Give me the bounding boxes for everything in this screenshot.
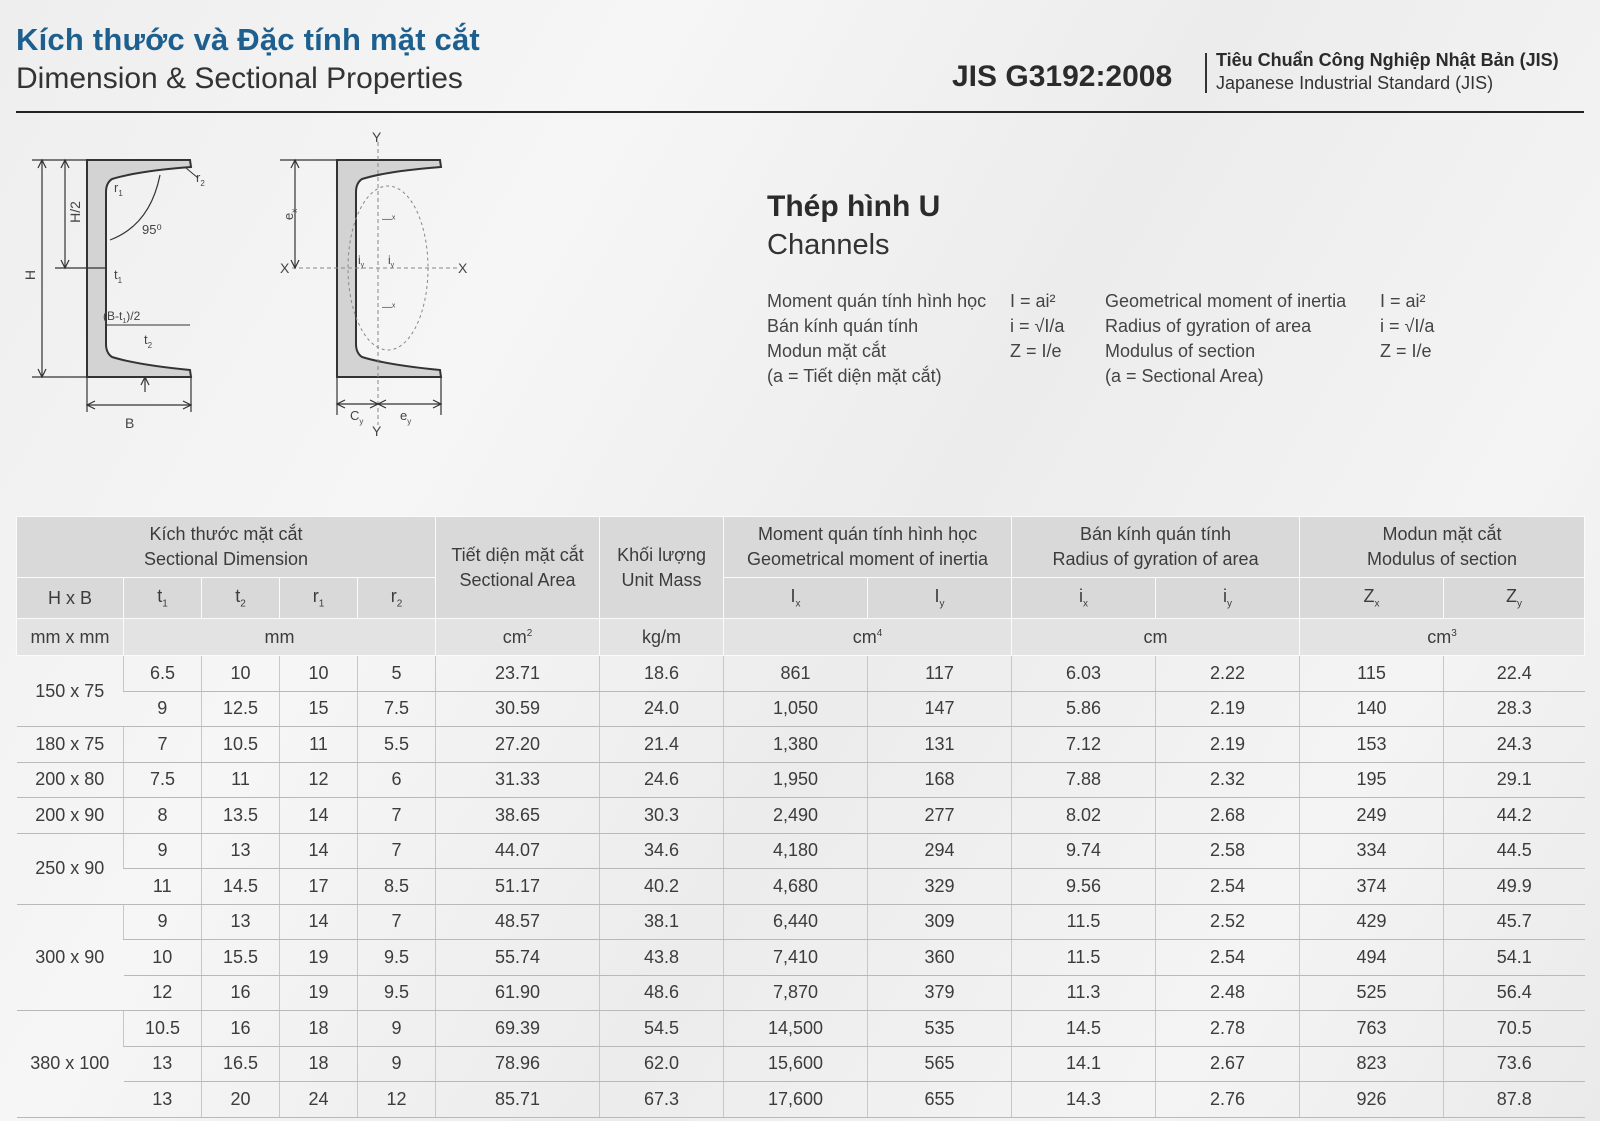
cell-size: 200 x 90 xyxy=(17,798,124,834)
label-Y-bottom: Y xyxy=(372,423,382,439)
table-cell: 40.2 xyxy=(600,869,724,905)
label-Cy: $C_y$ xyxy=(350,408,364,426)
table-cell: 5.86 xyxy=(1012,691,1156,727)
table-cell: 12.5 xyxy=(202,691,280,727)
table-cell: 2.54 xyxy=(1156,869,1300,905)
table-cell: 21.4 xyxy=(600,727,724,763)
table-cell: 13 xyxy=(124,1082,202,1118)
table-cell: 2.32 xyxy=(1156,762,1300,798)
header-t1: $t_1$ xyxy=(124,578,202,619)
unit-modulus: $cm^3$ xyxy=(1300,619,1585,656)
table-row xyxy=(17,656,1585,692)
table-cell: 655 xyxy=(868,1082,1012,1118)
table-cell: 14 xyxy=(280,798,358,834)
table-cell: 24.0 xyxy=(600,691,724,727)
table-cell: 7.5 xyxy=(358,691,436,727)
table-cell: 30.59 xyxy=(436,691,600,727)
table-cell: 7,410 xyxy=(724,940,868,976)
table-cell: 14,500 xyxy=(724,1011,868,1047)
label-r1: $r_1$ xyxy=(114,180,123,198)
label-Y-top: Y xyxy=(372,130,382,145)
formula-label-en-inertia: Geometrical moment of inertia xyxy=(1105,291,1347,311)
table-cell: 1,050 xyxy=(724,691,868,727)
cell-size: 300 x 90 xyxy=(17,904,124,1011)
table-cell: 85.71 xyxy=(436,1082,600,1118)
table-cell: 48.6 xyxy=(600,975,724,1011)
table-cell: 2.19 xyxy=(1156,727,1300,763)
table-cell: 2.68 xyxy=(1156,798,1300,834)
formula-note-vn: (a = Tiết diện mặt cắt) xyxy=(767,366,942,386)
table-cell: 18 xyxy=(280,1011,358,1047)
table-header-row-groups xyxy=(17,517,1585,578)
table-cell: 168 xyxy=(868,762,1012,798)
formula-expr-vn-inertia: I = ai² xyxy=(1010,291,1056,311)
cell-size: 180 x 75 xyxy=(17,727,124,763)
table-cell: 9.5 xyxy=(358,940,436,976)
table-cell: 15 xyxy=(280,691,358,727)
table-cell: 23.71 xyxy=(436,656,600,692)
unit-inertia: $cm^4$ xyxy=(724,619,1012,656)
table-cell: 823 xyxy=(1300,1046,1444,1082)
table-cell: 10.5 xyxy=(124,1011,202,1047)
table-cell: 78.96 xyxy=(436,1046,600,1082)
table-cell: 195 xyxy=(1300,762,1444,798)
table-cell: 16.5 xyxy=(202,1046,280,1082)
table-cell: 7,870 xyxy=(724,975,868,1011)
unit-area: $cm^2$ xyxy=(436,619,600,656)
label-t2: $t_2$ xyxy=(144,332,153,350)
table-row xyxy=(17,691,1585,727)
table-cell: 7 xyxy=(124,727,202,763)
table-cell: 16 xyxy=(202,975,280,1011)
table-header-row-symbols xyxy=(17,578,1585,619)
table-row xyxy=(17,869,1585,905)
table-cell: 8 xyxy=(124,798,202,834)
table-cell: 6.03 xyxy=(1012,656,1156,692)
table-cell: 9 xyxy=(358,1011,436,1047)
table-cell: 525 xyxy=(1300,975,1444,1011)
table-cell: 4,180 xyxy=(724,833,868,869)
table-row xyxy=(17,1011,1585,1047)
header-sectional-area: Tiết diện mặt cắt Sectional Area xyxy=(436,517,600,619)
header-Ix: $I_x$ xyxy=(724,578,868,619)
table-cell: 153 xyxy=(1300,727,1444,763)
table-cell: 19 xyxy=(280,975,358,1011)
table-cell: 1,950 xyxy=(724,762,868,798)
table-cell: 147 xyxy=(868,691,1012,727)
label-B: B xyxy=(125,415,135,431)
table-cell: 117 xyxy=(868,656,1012,692)
table-cell: 334 xyxy=(1300,833,1444,869)
table-cell: 2.48 xyxy=(1156,975,1300,1011)
cell-size: 250 x 90 xyxy=(17,833,124,904)
header-r1: $r_1$ xyxy=(280,578,358,619)
table-row xyxy=(17,798,1585,834)
table-cell: 7.12 xyxy=(1012,727,1156,763)
table-cell: 44.5 xyxy=(1444,833,1585,869)
table-cell: 2,490 xyxy=(724,798,868,834)
table-cell: 1,380 xyxy=(724,727,868,763)
table-row xyxy=(17,1046,1585,1082)
table-cell: 13 xyxy=(124,1046,202,1082)
page-title-en: Dimension & Sectional Properties xyxy=(16,62,463,95)
table-cell: 494 xyxy=(1300,940,1444,976)
table-cell: 70.5 xyxy=(1444,1011,1585,1047)
label-X-right: X xyxy=(458,260,468,276)
table-cell: 19 xyxy=(280,940,358,976)
header-radius-of-gyration: Bán kính quán tính Radius of gyration of area xyxy=(1012,517,1300,578)
table-cell: 48.57 xyxy=(436,904,600,940)
standard-divider xyxy=(1205,53,1207,93)
table-cell: 24 xyxy=(280,1082,358,1118)
table-cell: 17 xyxy=(280,869,358,905)
table-cell: 14 xyxy=(280,904,358,940)
table-body xyxy=(17,656,1585,1118)
standard-name-vn: Tiêu Chuẩn Công Nghiệp Nhật Bản (JIS) xyxy=(1216,50,1559,70)
label-X-left: X xyxy=(280,260,290,276)
table-cell: 54.5 xyxy=(600,1011,724,1047)
table-cell: 10.5 xyxy=(202,727,280,763)
channel-section-diagram xyxy=(10,130,480,450)
table-cell: 140 xyxy=(1300,691,1444,727)
header-iy: $i_y$ xyxy=(1156,578,1300,619)
table-cell: 30.3 xyxy=(600,798,724,834)
table-cell: 2.54 xyxy=(1156,940,1300,976)
formula-label-en-gyration: Radius of gyration of area xyxy=(1105,316,1312,336)
table-cell: 9 xyxy=(124,691,202,727)
table-cell: 565 xyxy=(868,1046,1012,1082)
label-ix-bottom: —ˣ xyxy=(382,302,396,313)
label-r2: $r_2$ xyxy=(196,170,205,188)
table-cell: 2.22 xyxy=(1156,656,1300,692)
table-cell: 5.5 xyxy=(358,727,436,763)
table-cell: 14.3 xyxy=(1012,1082,1156,1118)
unit-dimensions: mm xyxy=(124,619,436,656)
header-Zx: $Z_x$ xyxy=(1300,578,1444,619)
header-Iy: $I_y$ xyxy=(868,578,1012,619)
table-cell: 44.2 xyxy=(1444,798,1585,834)
table-cell: 249 xyxy=(1300,798,1444,834)
table-cell: 2.67 xyxy=(1156,1046,1300,1082)
table-row xyxy=(17,940,1585,976)
table-cell: 7 xyxy=(358,798,436,834)
table-cell: 8.5 xyxy=(358,869,436,905)
label-H: H xyxy=(22,269,38,281)
table-cell: 131 xyxy=(868,727,1012,763)
table-cell: 9 xyxy=(358,1046,436,1082)
unit-mass: kg/m xyxy=(600,619,724,656)
table-cell: 34.6 xyxy=(600,833,724,869)
label-angle: 95⁰ xyxy=(142,222,162,237)
table-cell: 763 xyxy=(1300,1011,1444,1047)
table-cell: 13 xyxy=(202,833,280,869)
table-cell: 6,440 xyxy=(724,904,868,940)
table-cell: 13 xyxy=(202,904,280,940)
table-cell: 7.5 xyxy=(124,762,202,798)
table-row xyxy=(17,727,1585,763)
table-cell: 12 xyxy=(124,975,202,1011)
table-row xyxy=(17,975,1585,1011)
cell-size: 150 x 75 xyxy=(17,656,124,727)
header-unit-mass: Khối lượng Unit Mass xyxy=(600,517,724,619)
table-row xyxy=(17,904,1585,940)
table-cell: 12 xyxy=(358,1082,436,1118)
table-cell: 14.5 xyxy=(202,869,280,905)
table-cell: 861 xyxy=(724,656,868,692)
table-cell: 49.9 xyxy=(1444,869,1585,905)
table-cell: 9.74 xyxy=(1012,833,1156,869)
table-cell: 374 xyxy=(1300,869,1444,905)
formula-label-vn-modulus: Modun mặt cắt xyxy=(767,341,887,361)
header-rule xyxy=(16,111,1584,113)
unit-gyration: cm xyxy=(1012,619,1300,656)
table-cell: 13.5 xyxy=(202,798,280,834)
table-cell: 62.0 xyxy=(600,1046,724,1082)
unit-hxb: mm x mm xyxy=(17,619,124,656)
table-cell: 2.78 xyxy=(1156,1011,1300,1047)
formula-label-vn-gyration: Bán kính quán tính xyxy=(767,316,919,336)
label-ex: $e_x$ xyxy=(281,208,299,220)
table-cell: 10 xyxy=(280,656,358,692)
table-cell: 309 xyxy=(868,904,1012,940)
table-cell: 38.1 xyxy=(600,904,724,940)
label-t1: $t_1$ xyxy=(114,267,123,285)
header-moment-of-inertia: Moment quán tính hình học Geometrical moment of inertia xyxy=(724,517,1012,578)
table-cell: 28.3 xyxy=(1444,691,1585,727)
formula-expr-en-modulus: Z = I/e xyxy=(1380,341,1432,361)
table-cell: 6 xyxy=(358,762,436,798)
standard-code: JIS G3192:2008 xyxy=(952,60,1173,93)
channel-properties-table xyxy=(16,516,1585,1118)
table-cell: 20 xyxy=(202,1082,280,1118)
table-cell: 22.4 xyxy=(1444,656,1585,692)
table-cell: 16 xyxy=(202,1011,280,1047)
table-cell: 535 xyxy=(868,1011,1012,1047)
table-cell: 29.1 xyxy=(1444,762,1585,798)
table-cell: 329 xyxy=(868,869,1012,905)
table-cell: 67.3 xyxy=(600,1082,724,1118)
table-cell: 9 xyxy=(124,833,202,869)
table-header-row-units xyxy=(17,619,1585,656)
table-cell: 926 xyxy=(1300,1082,1444,1118)
table-cell: 31.33 xyxy=(436,762,600,798)
table-cell: 5 xyxy=(358,656,436,692)
table-cell: 2.76 xyxy=(1156,1082,1300,1118)
label-b-minus-t: $(B-t_1)/2$ xyxy=(103,309,141,325)
table-cell: 277 xyxy=(868,798,1012,834)
formula-expr-en-inertia: I = ai² xyxy=(1380,291,1426,311)
table-cell: 360 xyxy=(868,940,1012,976)
table-cell: 10 xyxy=(202,656,280,692)
label-H-half: H/2 xyxy=(67,201,83,223)
table-cell: 294 xyxy=(868,833,1012,869)
table-cell: 7 xyxy=(358,833,436,869)
formula-expr-en-gyration: i = √I/a xyxy=(1380,316,1435,336)
table-cell: 69.39 xyxy=(436,1011,600,1047)
header-t2: $t_2$ xyxy=(202,578,280,619)
table-cell: 15.5 xyxy=(202,940,280,976)
table-cell: 87.8 xyxy=(1444,1082,1585,1118)
label-iy-left: $i_y$ xyxy=(358,253,365,269)
formula-label-vn-inertia: Moment quán tính hình học xyxy=(767,291,987,311)
table-cell: 55.74 xyxy=(436,940,600,976)
table-cell: 73.6 xyxy=(1444,1046,1585,1082)
table-cell: 429 xyxy=(1300,904,1444,940)
table-cell: 8.02 xyxy=(1012,798,1156,834)
label-ey: $e_y$ xyxy=(400,408,412,426)
table-cell: 6.5 xyxy=(124,656,202,692)
table-cell: 7 xyxy=(358,904,436,940)
header-sectional-dimension: Kích thước mặt cắt Sectional Dimension xyxy=(17,517,436,578)
table-cell: 9.56 xyxy=(1012,869,1156,905)
section-title-vn: Thép hình U xyxy=(767,190,941,223)
table-cell: 2.52 xyxy=(1156,904,1300,940)
header-modulus-of-section: Modun mặt cắt Modulus of section xyxy=(1300,517,1585,578)
cell-size: 380 x 100 xyxy=(17,1011,124,1118)
table-row xyxy=(17,1082,1585,1118)
formula-expr-vn-modulus: Z = I/e xyxy=(1010,341,1062,361)
page-title-vn: Kích thước và Đặc tính mặt cắt xyxy=(16,22,480,57)
label-ix-top: —ˣ xyxy=(382,214,396,225)
table-cell: 38.65 xyxy=(436,798,600,834)
table-cell: 11.5 xyxy=(1012,940,1156,976)
table-cell: 11 xyxy=(124,869,202,905)
table-cell: 24.3 xyxy=(1444,727,1585,763)
cell-size: 200 x 80 xyxy=(17,762,124,798)
table-cell: 11.3 xyxy=(1012,975,1156,1011)
table-cell: 51.17 xyxy=(436,869,600,905)
table-cell: 9 xyxy=(124,904,202,940)
header-hxb: H x B xyxy=(17,578,124,619)
standard-name-en: Japanese Industrial Standard (JIS) xyxy=(1216,73,1494,93)
table-cell: 115 xyxy=(1300,656,1444,692)
table-cell: 18.6 xyxy=(600,656,724,692)
table-cell: 61.90 xyxy=(436,975,600,1011)
section-title-en: Channels xyxy=(767,229,890,261)
table-cell: 10 xyxy=(124,940,202,976)
table-cell: 43.8 xyxy=(600,940,724,976)
table-cell: 54.1 xyxy=(1444,940,1585,976)
formula-expr-vn-gyration: i = √I/a xyxy=(1010,316,1065,336)
label-iy-right: $i_y$ xyxy=(388,253,395,269)
header-ix: $i_x$ xyxy=(1012,578,1156,619)
table-cell: 11 xyxy=(202,762,280,798)
table-cell: 14 xyxy=(280,833,358,869)
table-cell: 14.1 xyxy=(1012,1046,1156,1082)
table-cell: 44.07 xyxy=(436,833,600,869)
table-cell: 2.19 xyxy=(1156,691,1300,727)
table-cell: 56.4 xyxy=(1444,975,1585,1011)
table-cell: 11 xyxy=(280,727,358,763)
formula-note-en: (a = Sectional Area) xyxy=(1105,366,1264,386)
header-Zy: $Z_y$ xyxy=(1444,578,1585,619)
table-cell: 9.5 xyxy=(358,975,436,1011)
table-cell: 18 xyxy=(280,1046,358,1082)
table-cell: 24.6 xyxy=(600,762,724,798)
table-cell: 7.88 xyxy=(1012,762,1156,798)
table-cell: 11.5 xyxy=(1012,904,1156,940)
formula-label-en-modulus: Modulus of section xyxy=(1105,341,1256,361)
table-cell: 12 xyxy=(280,762,358,798)
table-cell: 45.7 xyxy=(1444,904,1585,940)
table-cell: 27.20 xyxy=(436,727,600,763)
table-row xyxy=(17,833,1585,869)
table-cell: 4,680 xyxy=(724,869,868,905)
table-cell: 2.58 xyxy=(1156,833,1300,869)
header-r2: $r_2$ xyxy=(358,578,436,619)
table-row xyxy=(17,762,1585,798)
table-cell: 15,600 xyxy=(724,1046,868,1082)
table-cell: 17,600 xyxy=(724,1082,868,1118)
table-cell: 14.5 xyxy=(1012,1011,1156,1047)
table-cell: 379 xyxy=(868,975,1012,1011)
